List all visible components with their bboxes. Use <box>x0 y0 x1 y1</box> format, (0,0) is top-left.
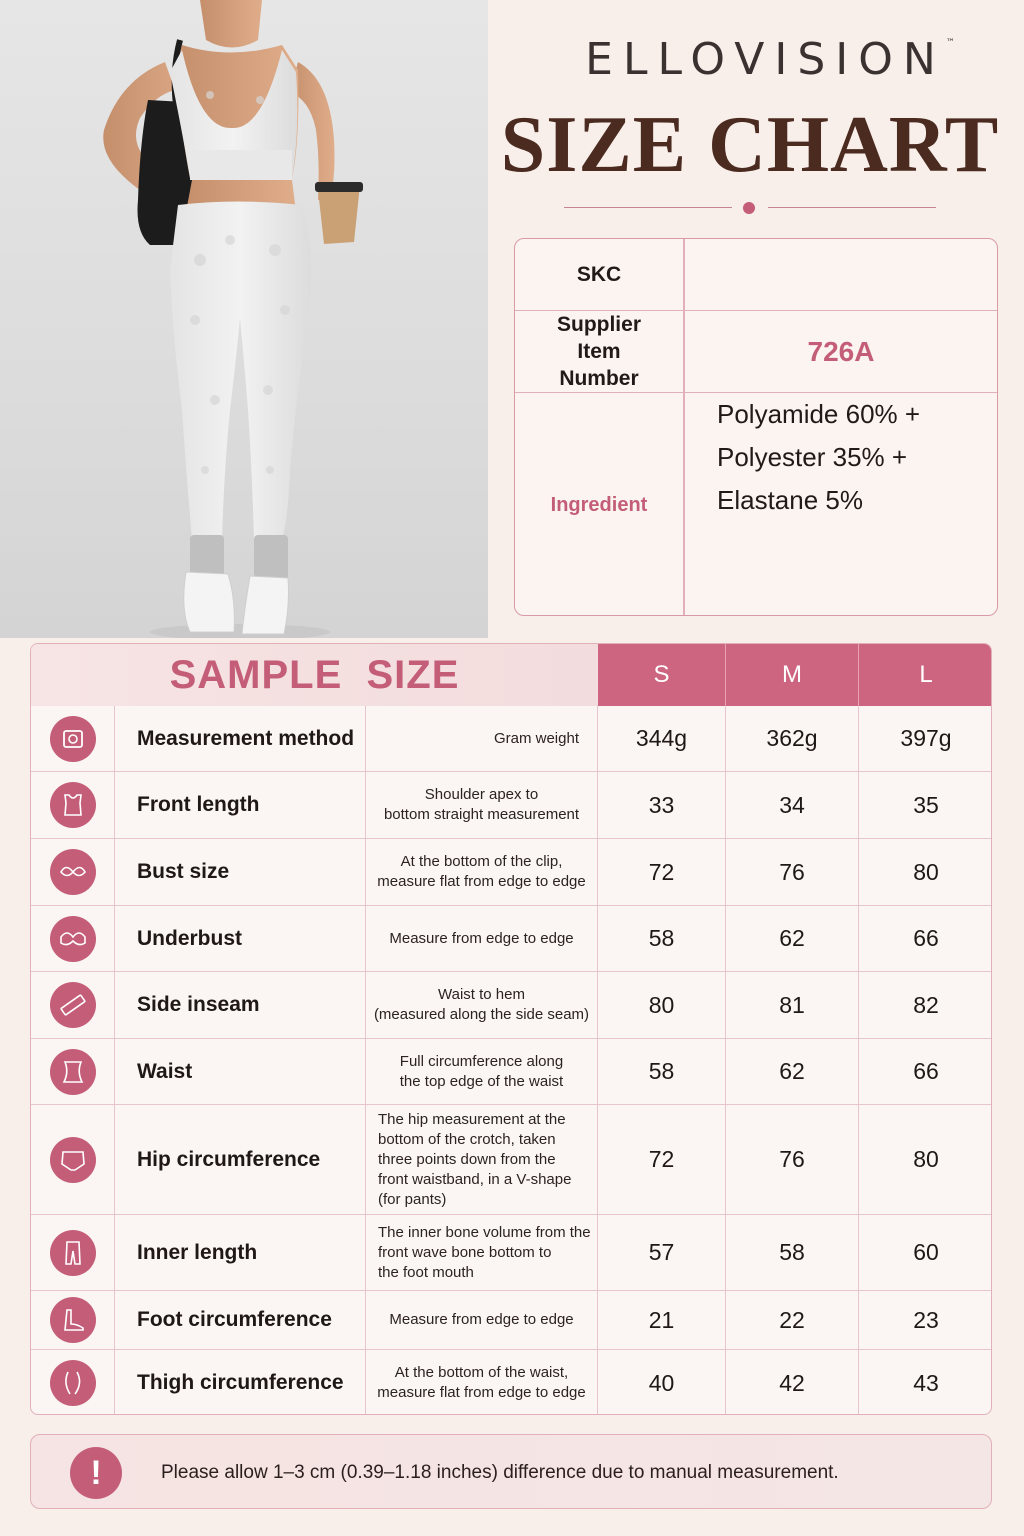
size-row <box>31 972 991 1039</box>
page-title: SIZE CHART <box>500 101 1000 189</box>
info-value <box>685 239 997 310</box>
exclamation-icon: ! <box>70 1447 122 1499</box>
info-label: SKC <box>576 263 622 286</box>
measurement-name: Underbust <box>115 906 366 971</box>
measurement-description: Waist to hem (measured along the side seam) <box>366 972 598 1038</box>
size-value-l: 35 <box>913 791 939 818</box>
info-label: Supplier Item Number <box>556 313 641 390</box>
measurement-description: Shoulder apex to bottom straight measurement <box>366 772 598 838</box>
size-value-m: 76 <box>726 1105 859 1214</box>
waist-icon <box>50 1049 96 1095</box>
size-row <box>31 906 991 972</box>
measurement-name: Side inseam <box>115 972 366 1038</box>
measurement-name: Hip circumference <box>115 1105 366 1214</box>
measurement-name: Inner length <box>115 1215 366 1290</box>
thigh-icon <box>50 1360 96 1406</box>
measurement-description: Measure from edge to edge <box>366 906 598 971</box>
row-icon-cell <box>31 906 115 971</box>
size-value-l: 66 <box>913 925 939 951</box>
size-value-l: 60 <box>913 1239 939 1265</box>
measurement-description: The inner bone volume from the front wave bone bottom to the foot mouth <box>366 1215 598 1290</box>
size-value-l: 80 <box>913 858 939 885</box>
column-m: M <box>726 644 859 706</box>
size-value-m: 62 <box>726 906 859 971</box>
size-value-m: 81 <box>726 972 859 1038</box>
size-value-m: 42 <box>726 1350 859 1415</box>
size-value-l: 397g <box>900 725 952 751</box>
measurement-description: Full circumference along the top edge of the waist <box>366 1039 598 1104</box>
measurement-note <box>30 1434 992 1509</box>
size-value-s: 80 <box>598 972 726 1038</box>
info-row-ingredient <box>515 393 997 616</box>
size-value-s: 72 <box>598 839 726 905</box>
size-value-m: 362g <box>726 706 859 771</box>
row-icon-cell <box>31 1291 115 1349</box>
bra-icon <box>50 849 96 895</box>
size-value-s: 344g <box>598 706 726 771</box>
measurement-name: Waist <box>115 1039 366 1104</box>
measurement-description: At the bottom of the waist, measure flat from edge to edge <box>366 1350 598 1415</box>
size-row <box>31 772 991 839</box>
info-label: Ingredient <box>550 493 648 516</box>
size-row <box>31 1039 991 1105</box>
measurement-name: Measurement method <box>115 706 366 771</box>
size-value-m: 22 <box>726 1291 859 1349</box>
size-row <box>31 1105 991 1215</box>
info-row-skc <box>515 239 997 311</box>
column-l: L <box>859 644 992 706</box>
measurement-name: Thigh circumference <box>115 1350 366 1415</box>
ruler-icon <box>50 982 96 1028</box>
sample-size-heading: SAMPLE SIZE <box>31 644 598 706</box>
product-photo <box>0 0 488 638</box>
scale-icon <box>50 716 96 762</box>
size-row <box>31 1291 991 1350</box>
measurement-description: Measure from edge to edge <box>366 1291 598 1349</box>
tank-top-icon <box>50 782 96 828</box>
product-info-table <box>514 238 998 616</box>
size-value-l: 82 <box>913 991 939 1018</box>
size-row <box>31 1350 991 1415</box>
size-value-s: 57 <box>598 1215 726 1290</box>
size-value-s: 33 <box>598 772 726 838</box>
size-value-m: 34 <box>726 772 859 838</box>
size-row <box>31 706 991 772</box>
measurement-description: Gram weight <box>366 706 598 771</box>
row-icon-cell <box>31 706 115 771</box>
size-value-l: 23 <box>913 1306 939 1333</box>
size-row <box>31 1215 991 1291</box>
note-text: Please allow 1–3 cm (0.39–1.18 inches) difference due to manual measurement. <box>161 1461 839 1483</box>
info-value: 726A <box>807 335 875 367</box>
size-value-s: 72 <box>598 1105 726 1214</box>
size-value-s: 40 <box>598 1350 726 1415</box>
row-icon-cell <box>31 839 115 905</box>
leggings-icon <box>50 1230 96 1276</box>
measurement-name: Foot circumference <box>115 1291 366 1349</box>
size-value-l: 43 <box>913 1369 939 1396</box>
hip-icon <box>50 1137 96 1183</box>
size-table <box>30 643 992 1415</box>
row-icon-cell <box>31 1350 115 1415</box>
size-value-m: 58 <box>726 1215 859 1290</box>
size-table-header <box>31 644 991 706</box>
row-icon-cell <box>31 772 115 838</box>
size-value-s: 21 <box>598 1291 726 1349</box>
measurement-name: Front length <box>115 772 366 838</box>
underbust-icon <box>50 916 96 962</box>
size-value-m: 76 <box>726 839 859 905</box>
size-value-l: 66 <box>913 1058 939 1084</box>
measurement-name: Bust size <box>115 839 366 905</box>
row-icon-cell <box>31 1039 115 1104</box>
row-icon-cell <box>31 1105 115 1214</box>
size-value-l: 80 <box>913 1146 939 1172</box>
size-value-s: 58 <box>598 906 726 971</box>
column-s: S <box>598 644 726 706</box>
brand-logo: ELLOVISION™ <box>585 34 955 85</box>
measurement-description: At the bottom of the clip, measure flat from edge to edge <box>366 839 598 905</box>
measurement-description: The hip measurement at the bottom of the crotch, taken three points down from the front waistband, in a V-shape (for pants) <box>366 1105 598 1214</box>
ingredient-value: Polyamide 60% + Polyester 35% + Elastane 5% <box>717 399 921 515</box>
size-value-s: 58 <box>598 1039 726 1104</box>
info-row-supplier <box>515 311 997 393</box>
foot-icon <box>50 1297 96 1343</box>
row-icon-cell <box>31 1215 115 1290</box>
size-value-m: 62 <box>726 1039 859 1104</box>
size-row <box>31 839 991 906</box>
title-divider <box>564 200 936 216</box>
row-icon-cell <box>31 972 115 1038</box>
